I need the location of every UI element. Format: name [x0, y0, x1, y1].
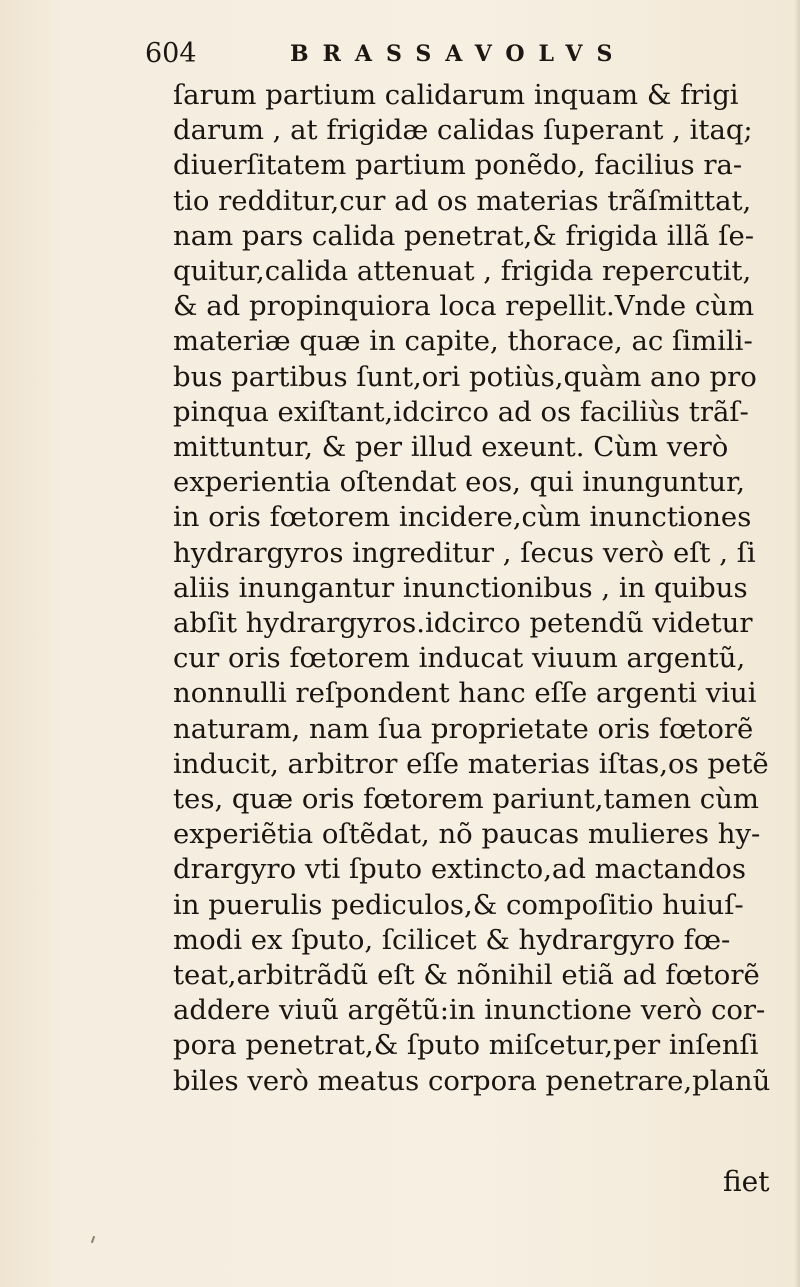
page-header [145, 34, 665, 74]
text-line: materiæ quæ in capite, thorace, ac ſimili- [173, 325, 753, 358]
text-line: experiẽtia oſtẽdat, nõ paucas mulieres hy- [173, 818, 761, 851]
catchword: fiet [723, 1165, 770, 1198]
text-line: darum , at frigidæ calidas ſuperant , itaq; [173, 114, 753, 147]
text-line: & ad propinquiora loca repellit.Vnde cùm [173, 290, 755, 323]
text-line: hydrargyros ingreditur , ſecus verò eſt , ſi [173, 536, 756, 569]
text-line: abſit hydrargyros.idcirco petendũ videtur [173, 607, 753, 640]
text-line: pinqua exiſtant,idcirco ad os faciliùs trãſ- [173, 395, 749, 428]
text-line: pora penetrat,& ſputo miſcetur,per inſenſi [173, 1029, 759, 1062]
ink-mark [91, 1236, 95, 1243]
text-line: modi ex ſputo, ſcilicet & hydrargyro fœ- [173, 923, 731, 956]
text-line: ſarum partium calidarum inquam & frigi [173, 79, 739, 111]
running-head: BRASSAVOLVS [290, 41, 627, 67]
text-line: nonnulli reſpondent hanc eſſe argenti viui [173, 677, 757, 710]
text-line: in puerulis pediculos,& compoſitio huiuſ- [173, 888, 744, 921]
text-line: bus partibus ſunt,ori potiùs,quàm ano pro [173, 360, 757, 393]
text-line: tio redditur,cur ad os materias trãſmittat, [173, 184, 752, 217]
text-line: quitur,calida attenuat , frigida repercutit, [173, 255, 752, 288]
text-line: diuerſitatem partium ponẽdo, facilius ra- [173, 149, 743, 182]
body-text [173, 78, 795, 1099]
text-line: in oris fœtorem incidere,cùm inunctiones [173, 501, 752, 534]
text-line: addere viuũ argẽtũ:in inunctione verò cor- [173, 994, 766, 1027]
text-line: teat,arbitrãdũ eſt & nõnihil etiã ad fœtorẽ [173, 959, 760, 992]
text-line: aliis inungantur inunctionibus , in quibus [173, 571, 748, 604]
text-line: biles verò meatus corpora penetrare,planũ [173, 1064, 771, 1097]
text-line: experientia oſtendat eos, qui inunguntur, [173, 466, 745, 499]
text-line: nam pars calida penetrat,& frigida illã ſe- [173, 219, 755, 252]
text-line: mittuntur, & per illud exeunt. Cùm verò [173, 431, 729, 464]
text-line: tes, quæ oris fœtorem pariunt,tamen cùm [173, 783, 759, 816]
page-number: 604 [145, 38, 197, 69]
text-line: cur oris fœtorem inducat viuum argentũ, [173, 642, 746, 675]
text-line: naturam, nam ſua proprietate oris fœtorẽ [173, 712, 754, 745]
text-line: inducit, arbitror eſſe materias iſtas,os petẽ [173, 747, 769, 780]
text-line: drargyro vti ſputo extincto,ad mactandos [173, 853, 746, 886]
